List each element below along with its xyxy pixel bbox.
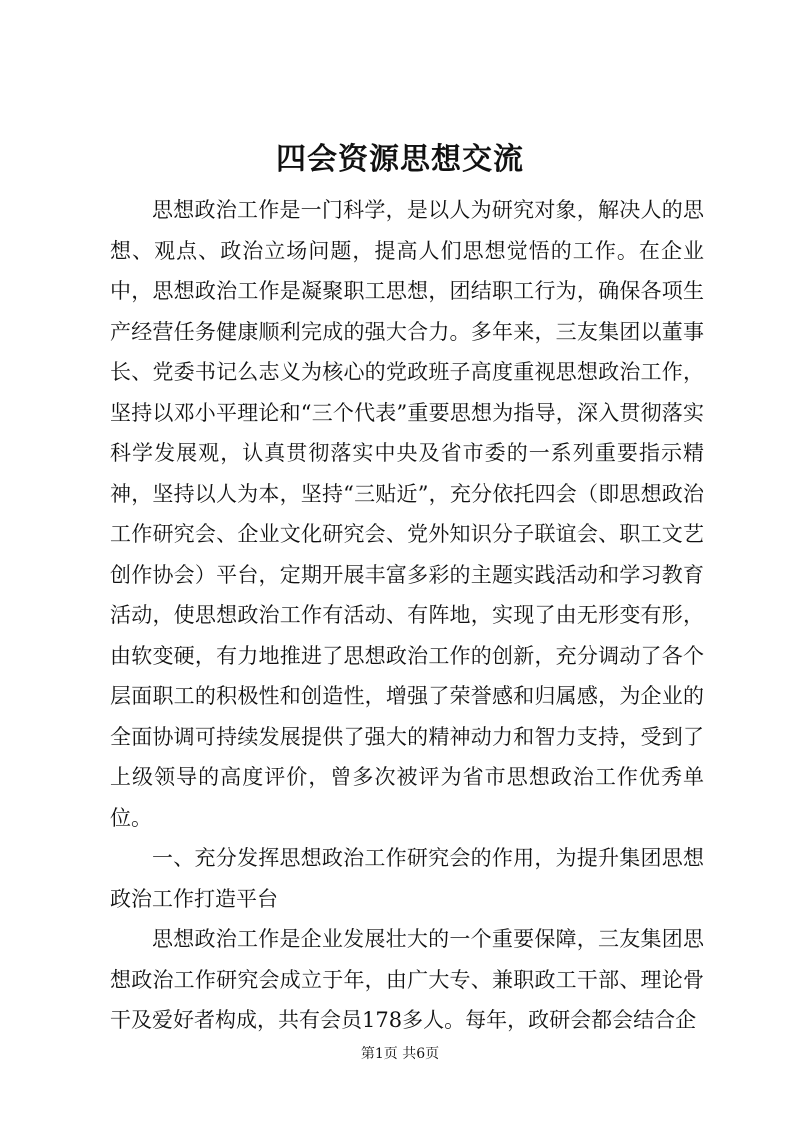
page-number-footer: 第1页 共6页 xyxy=(360,1046,440,1062)
document-body xyxy=(110,190,704,1041)
section-heading-1: 一、充分发挥思想政治工作研究会的作用，为提升集团思想政治工作打造平台 xyxy=(110,846,704,911)
document-title: 四会资源思想交流 xyxy=(276,142,524,177)
paragraph-intro: 思想政治工作是一门科学，是以人为研究对象，解决人的思想、观点、政治立场问题，提高人们思想觉悟的工作。在企业中，思想政治工作是凝聚职工思想，团结职工行为，确保各项生产经营任务健康顺利完成的强大合力。多年来，三友集团以董事长、党委书记么志义为核心的党政班子高度重视思想政治工作，坚持以邓小平理论和“三个代表”重要思想为指导，深入贯彻落实科学发展观，认真贯彻落实中央及省市委的一系列重要指示精神，坚持以人为本，坚持“三贴近”，充分依托四会（即思想政治工作研究会、企业文化研究会、党外知识分子联谊会、职工文艺创作协会）平台，定期开展丰富多彩的主题实践活动和学习教育活动，使思想政治工作有活动、有阵地，实现了由无形变有形，由软变硬，有力地推进了思想政治工作的创新，充分调动了各个层面职工的积极性和创造性，增强了荣誉感和归属感，为企业的全面协调可持续发展提供了强大的精神动力和智力支持，受到了上级领导的高度评价，曾多次被评为省市思想政治工作优秀单位。 xyxy=(110,198,704,830)
paragraph-section-1: 思想政治工作是企业发展壮大的一个重要保障，三友集团思想政治工作研究会成立于年，由广大专、兼职政工干部、理论骨干及爱好者构成，共有会员178多人。每年，政研会都会结合企 xyxy=(110,927,704,1032)
